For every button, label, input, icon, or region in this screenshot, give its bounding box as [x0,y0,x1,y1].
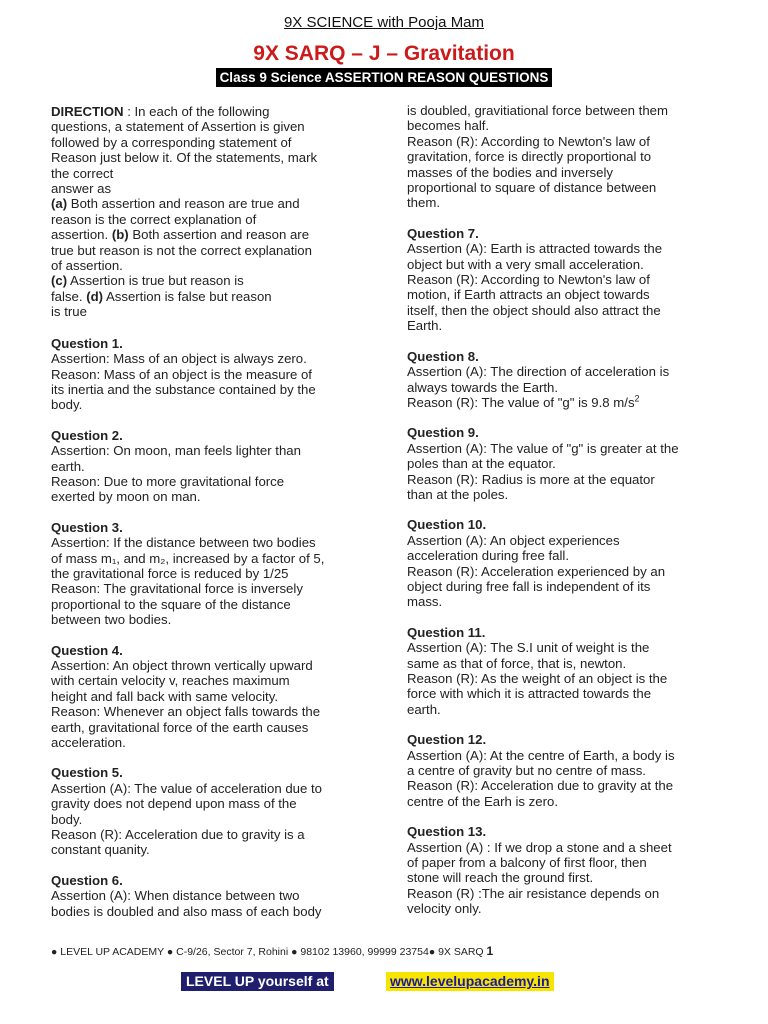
question-line: Reason: Whenever an object falls towards the [51,704,321,720]
question-line: proportional to square of distance between [407,180,657,196]
question-line: Assertion (A): At the centre of Earth, a body is [407,747,675,763]
question-line: Reason (R): As the weight of an object is the [407,671,668,686]
question-title: Question 7. [407,225,479,241]
question-line: Earth. [407,318,443,334]
question-line: between two bodies. [51,612,172,628]
page-number: 1 [486,944,494,958]
left-column [51,104,356,934]
question-line: always towards the Earth. [407,379,558,395]
question-line: a centre of gravity but no centre of mass. [407,763,646,779]
question-line: Assertion: On moon, man feels lighter than [51,443,301,459]
direction-text: Reason just below it. Of the statements, mark [51,150,318,166]
question-line: Reason (R): Acceleration due to gravity is a [51,827,305,843]
question-line: Reason (R) :The air resistance depends on [407,885,660,901]
question-line: object but with a very small acceleration. [407,256,644,272]
reason-text: Reason (R): The value of "g" is 9.8 m/s [407,394,635,410]
question-line: body. [51,397,83,413]
question-line: same as that of force, that is, newton. [407,655,627,671]
right-column [407,103,719,932]
option-b-text: of assertion. [51,258,123,274]
question-line: is doubled, gravitiational force between them [407,103,668,118]
question-line: Reason: The gravitational force is inversely [51,581,303,597]
option-a-text: reason is the correct explanation of [51,211,257,227]
question-title: Question 2. [51,427,123,443]
question-line: Assertion: If the distance between two bodies [51,535,316,551]
question-line: Assertion (A): The value of "g" is greater at the [407,440,679,456]
question-line: Assertion: An object thrown vertically upward [51,658,313,673]
question-line: earth. [407,701,441,717]
question-13 [407,824,719,916]
question-line: earth, gravitational force of the earth causes [51,719,309,735]
question-title: Question 3. [51,519,123,535]
direction-text: the correct [51,165,114,181]
question-line: Assertion (A): Earth is attracted towards the [407,241,663,257]
question-line: itself, then the object should also attract the [407,302,661,318]
question-line: them. [407,195,440,211]
question-title: Question 11. [407,624,486,640]
question-7 [407,226,719,334]
question-title: Question 13. [407,824,487,840]
question-line: force with which it is attracted towards the [407,686,652,702]
question-title: Question 10. [407,517,487,533]
question-line: with certain velocity v, reaches maximum [51,673,290,689]
question-line: bodies is doubled and also mass of each body [51,903,322,919]
direction-label: DIRECTION [51,104,124,119]
option-a-text: assertion. [51,227,112,243]
option-a-text: Both assertion and reason are true and [67,196,300,212]
question-title: Question 1. [51,335,123,351]
question-line: mass. [407,594,443,610]
question-line [407,395,719,410]
question-line: Assertion: Mass of an object is always zero. [51,351,307,367]
question-6-start [51,873,356,919]
question-line: Assertion (A): When distance between two [51,888,300,904]
question-line: velocity only. [407,901,482,917]
direction-text: : In each of the following [123,104,270,119]
question-line: earth. [51,458,85,474]
superscript: 2 [634,393,640,404]
question-line: gravitation, force is directly proportional to [407,149,652,165]
main-title: 9X SARQ – J – Gravitation [253,42,515,65]
question-12 [407,732,719,809]
question-10 [407,517,719,609]
question-line: its inertia and the substance contained by the [51,381,316,397]
level-up-banner: LEVEL UP yourself at [181,972,334,991]
top-title: 9X SCIENCE with Pooja Mam [283,14,485,31]
question-line: Assertion (A): An object experiences [407,532,620,548]
option-b-label: (b) [111,227,129,243]
option-d-text: is true [51,304,87,320]
question-title: Question 6. [51,872,123,888]
question-line: Reason (R): Radius is more at the equator [407,471,655,487]
option-c-text: false. [51,288,87,304]
direction-block [51,104,356,320]
question-line: stone will reach the ground first. [407,870,594,886]
option-b-text: Both assertion and reason are [128,227,310,243]
question-line: centre of the Earh is zero. [407,793,558,809]
direction-text: answer as [51,181,112,197]
question-line: Reason (R): Acceleration experienced by an [407,563,666,579]
subtitle: Class 9 Science ASSERTION REASON QUESTIONS [216,68,553,87]
question-line: Reason (R): Acceleration due to gravity at the [407,778,674,794]
question-line: exerted by moon on man. [51,489,201,505]
question-line: the gravitational force is reduced by 1/25 [51,565,289,581]
question-line: masses of the bodies and inversely [407,164,613,180]
question-line: poles than at the equator. [407,456,556,472]
question-11 [407,625,719,717]
question-line: Reason (R): According to Newton's law of [407,133,650,149]
question-line: object during free fall is independent of its [407,578,651,594]
question-line: acceleration. [51,735,126,751]
question-2 [51,428,356,505]
direction-text: followed by a corresponding statement of [51,134,292,150]
option-c-label: (c) [51,273,68,289]
question-4 [51,643,356,751]
question-6-continued [407,103,719,211]
question-title: Question 9. [407,425,479,441]
option-b-text: true but reason is not the correct explanation [51,242,312,258]
direction-text: questions, a statement of Assertion is given [51,119,305,135]
question-1 [51,336,356,413]
option-d-text: Assertion is false but reason [103,288,272,304]
question-3 [51,520,356,628]
question-line: body. [51,811,83,827]
question-8 [407,349,719,411]
question-9 [407,425,719,502]
option-d-label: (d) [86,288,104,304]
question-line: of mass m₁, and m₂, increased by a factor of 5, [51,550,325,566]
question-line: acceleration during free fall. [407,548,570,564]
question-line: Reason: Mass of an object is the measure of [51,366,312,382]
website-link[interactable]: www.levelupacademy.in [386,972,554,991]
question-line: constant quanity. [51,842,150,858]
question-title: Question 5. [51,765,123,781]
question-line: Assertion (A) : If we drop a stone and a sheet [407,839,672,855]
option-c-text: Assertion is true but reason is [67,273,244,289]
question-line: proportional to the square of the distance [51,596,291,612]
question-line: becomes half. [407,118,490,134]
question-line: Assertion (A): The S.I unit of weight is the [407,640,650,656]
question-line: Reason: Due to more gravitational force [51,473,285,489]
option-a-label: (a) [51,196,68,212]
question-line: than at the poles. [407,486,509,502]
question-title: Question 8. [407,348,479,364]
question-line: motion, if Earth attracts an object towards [407,287,650,303]
footer-address-text: ● LEVEL UP ACADEMY ● C-9/26, Sector 7, Rohini ● 98102 13960, 99999 23754● 9X SARQ [51,946,487,958]
question-line: height and fall back with same velocity. [51,688,278,704]
question-5 [51,765,356,857]
subtitle-wrap [0,68,768,87]
question-line: of paper from a balcony of first floor, then [407,855,647,871]
question-line: Assertion (A): The value of acceleration due to [51,780,322,796]
question-line: gravity does not depend upon mass of the [51,796,297,812]
question-line: Reason (R): According to Newton's law of [407,272,650,288]
question-title: Question 4. [51,642,123,658]
question-line: Assertion (A): The direction of acceleration is [407,364,670,380]
question-title: Question 12. [407,732,487,748]
footer-address [51,944,493,958]
